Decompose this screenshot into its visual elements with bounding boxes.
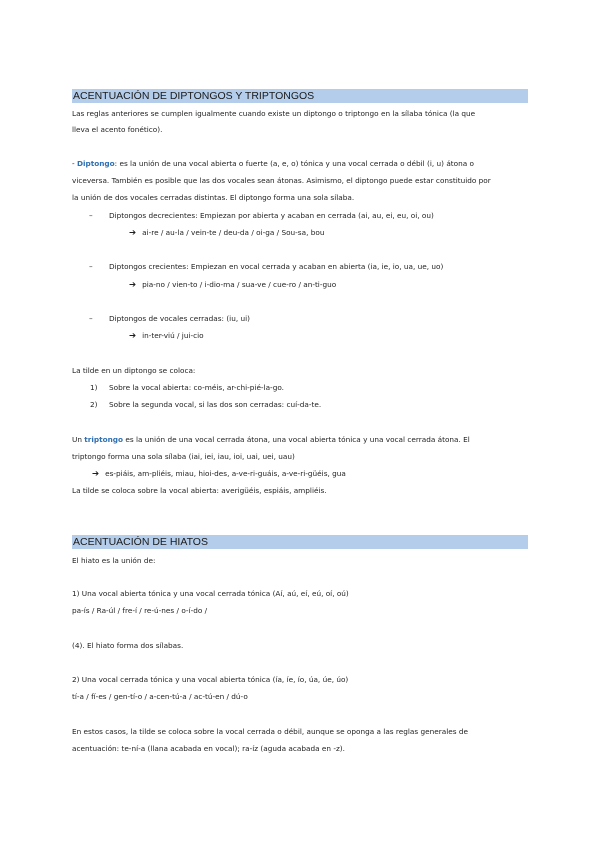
intro-line-1: Las reglas anteriores se cumplen igualmente cuando existe un diptongo o triptongo en la sílaba tónica (la que	[72, 109, 476, 118]
triptongo-definition-line-2: triptongo forma una sola sílaba (iai, iei, iau, ioi, uai, uei, uau)	[72, 452, 295, 461]
hiato-closing-line-1: En estos casos, la tilde se coloca sobre la vocal cerrada o débil, aunque se oponga a las reglas generales de	[72, 727, 468, 736]
diptongo-type-bullet: –	[89, 211, 93, 220]
diptongo-term: Diptongo	[76, 159, 115, 168]
diptongo-type-bullet: –	[89, 262, 93, 271]
diptongo-definition-line-3: la unión de dos vocales cerradas distintas. El diptongo forma una sola sílaba.	[72, 193, 355, 202]
hiato-closing-line-2: acentuación: te-ní-a (llana acabada en vocal); ra-íz (aguda acabada en -z).	[72, 744, 345, 753]
hiato-intro: El hiato es la unión de:	[72, 556, 156, 565]
tilde-rule-2: Sobre la segunda vocal, si las dos son cerradas: cuí-da-te.	[109, 400, 322, 409]
triptongo-definition-rest: es la unión de una vocal cerrada átona, una vocal abierta tónica y una vocal cerrada átona. El	[123, 435, 470, 444]
triptongo-prefix: Un	[72, 435, 85, 444]
diptongo-example-decrecientes	[129, 228, 324, 238]
triptongo-definition-line-1	[72, 435, 470, 445]
triptongo-term: triptongo	[84, 435, 124, 444]
diptongo-type-crecientes: Diptongos crecientes: Empiezan en vocal cerrada y acaban en abierta (ia, ie, io, ua, ue, uo)	[109, 262, 444, 271]
diptongo-definition-line-2: viceversa. También es posible que las dos vocales sean átonas. Asimismo, el diptongo puede estar constituido por	[72, 176, 491, 185]
tilde-rule-1: Sobre la vocal abierta: co-méis, ar-chi-pié-la-go.	[109, 383, 284, 392]
diptongo-type-cerradas: Diptongos de vocales cerradas: (iu, ui)	[109, 314, 250, 323]
section-heading-hiatos: ACENTUACIÓN DE HIATOS	[72, 535, 528, 549]
diptongo-definition-line-1	[72, 159, 474, 169]
diptongo-type-decrecientes: Diptongos decrecientes: Empiezan por abierta y acaban en cerrada (ai, au, ei, eu, oi, ou)	[109, 211, 434, 220]
right-arrow-icon: ➔	[129, 331, 137, 341]
triptongo-tilde-rule: La tilde se coloca sobre la vocal abierta: averigüéis, espiáis, ampliéis.	[72, 486, 327, 495]
hiato-note: (4). El hiato forma dos sílabas.	[72, 641, 184, 650]
triptongo-example	[92, 469, 346, 479]
hiato-case-2-title: 2) Una vocal cerrada tónica y una vocal abierta tónica (ía, íe, ío, úa, úe, úo)	[72, 675, 349, 684]
example-text: in-ter-viú / jui-cio	[142, 331, 204, 340]
tilde-rule-number: 1)	[90, 383, 98, 392]
tilde-rule-number: 2)	[90, 400, 98, 409]
hiato-case-2-example: tí-a / fí-es / gen-tí-o / a-cen-tú-a / ac-tú-en / dú-o	[72, 692, 248, 701]
hiato-case-1-example: pa-ís / Ra-úl / fre-í / re-ú-nes / o-í-do /	[72, 606, 208, 615]
diptongo-definition-rest: : es la unión de una vocal abierta o fuerte (a, e, o) tónica y una vocal cerrada o débil (i, u) átona o	[114, 159, 475, 168]
right-arrow-icon: ➔	[129, 280, 137, 290]
diptongo-example-crecientes	[129, 280, 336, 290]
example-text: es-piáis, am-pliéis, miau, hioi-des, a-ve-ri-guáis, a-ve-ri-güéis, gua	[105, 469, 346, 478]
tilde-intro: La tilde en un diptongo se coloca:	[72, 366, 196, 375]
diptongo-type-bullet: –	[89, 314, 93, 323]
example-text: ai-re / au-la / vein-te / deu-da / oi-ga / Sou-sa, bou	[142, 228, 325, 237]
diptongo-example-cerradas	[129, 331, 204, 341]
section-heading-diptongos: ACENTUACIÓN DE DIPTONGOS Y TRIPTONGOS	[72, 89, 528, 103]
right-arrow-icon: ➔	[129, 228, 137, 238]
right-arrow-icon: ➔	[92, 469, 100, 479]
diptongo-prefix: -	[72, 159, 77, 168]
hiato-case-1-title: 1) Una vocal abierta tónica y una vocal cerrada tónica (Aí, aú, eí, eú, oí, oú)	[72, 589, 349, 598]
intro-line-2: lleva el acento fonético).	[72, 125, 163, 134]
example-text: pia-no / vien-to / i-dio-ma / sua-ve / cue-ro / an-ti-guo	[142, 280, 337, 289]
